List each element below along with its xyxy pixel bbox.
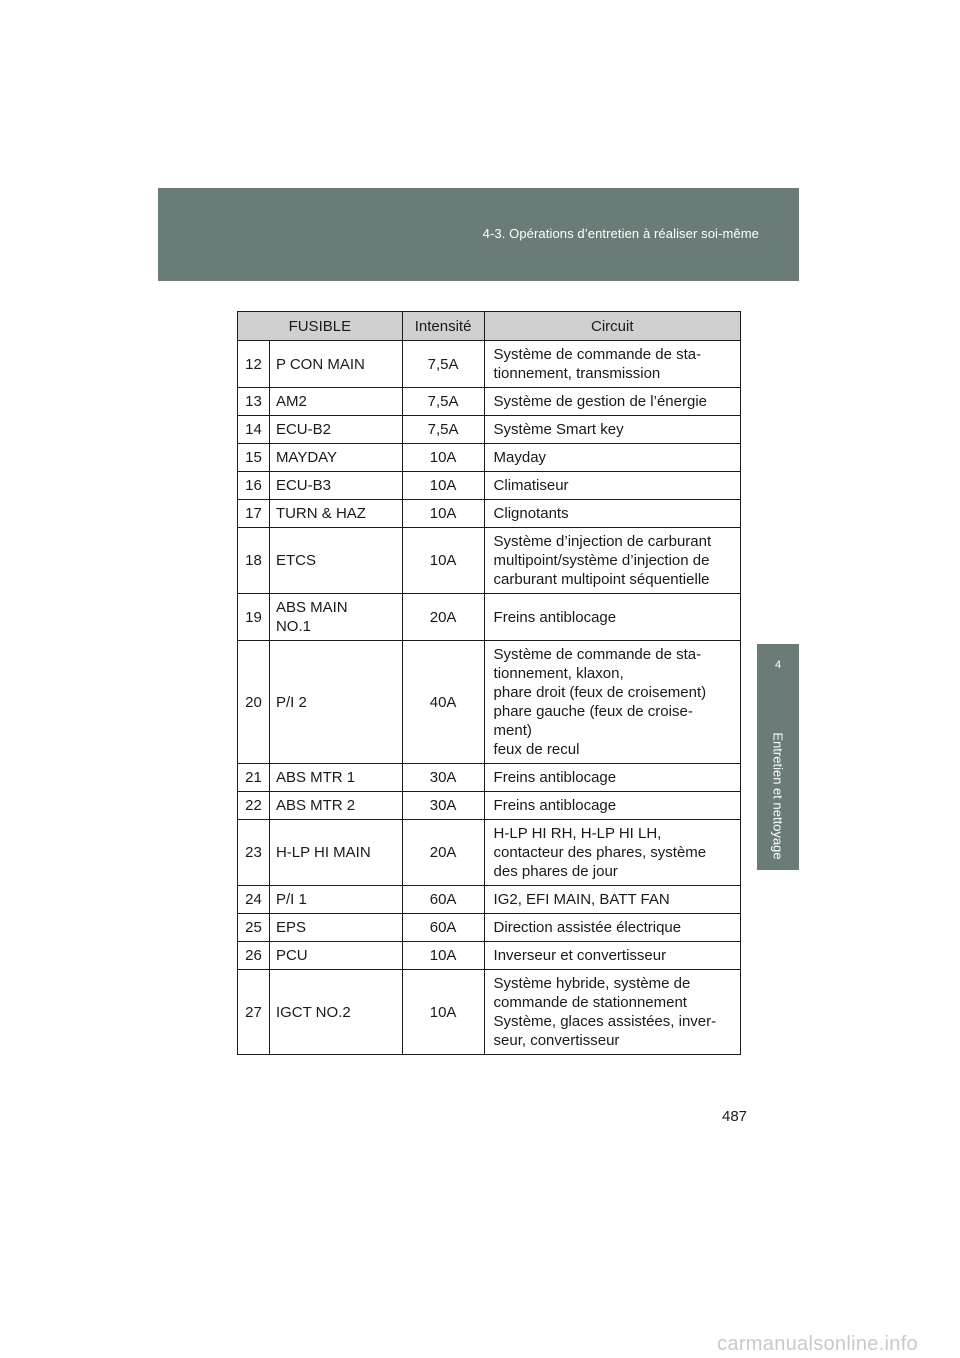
circuit-line: Système de commande de sta-	[493, 346, 702, 363]
fuse-circuit	[484, 594, 740, 641]
fuse-name	[269, 594, 402, 641]
fuse-name-line: ECU-B2	[275, 421, 331, 438]
table-row	[238, 792, 741, 820]
header-fuse: FUSIBLE	[238, 312, 403, 341]
fuse-circuit	[484, 388, 740, 416]
fuse-number: 21	[238, 764, 270, 792]
fuse-circuit	[484, 472, 740, 500]
fuse-circuit	[484, 914, 740, 942]
circuit-line: Système Smart key	[493, 421, 624, 438]
fuse-amperage: 20A	[402, 820, 484, 886]
fuse-name-line: EPS	[275, 919, 306, 936]
table-row	[238, 416, 741, 444]
table-header-row	[238, 312, 741, 341]
circuit-line: Freins antiblocage	[493, 769, 617, 786]
circuit-line: carburant multipoint séquentielle	[493, 571, 710, 588]
circuit-line: Système de gestion de l’énergie	[493, 393, 707, 410]
fuse-amperage: 60A	[402, 886, 484, 914]
fuse-circuit	[484, 764, 740, 792]
fuse-name-line: NO.1	[275, 618, 311, 635]
fuse-table	[237, 311, 741, 1055]
fuse-name-line: P/I 2	[275, 693, 307, 711]
fuse-name-line: ABS MAIN	[275, 599, 348, 616]
chapter-label: Entretien et nettoyage	[770, 732, 786, 860]
fuse-name-line: TURN & HAZ	[275, 505, 366, 522]
fuse-amperage: 10A	[402, 970, 484, 1055]
circuit-line: phare gauche (feux de croise-	[493, 703, 693, 720]
fuse-amperage: 40A	[402, 641, 484, 764]
circuit-line: multipoint/système d’injection de	[493, 552, 710, 569]
circuit-line: Mayday	[493, 449, 547, 466]
circuit-line: Inverseur et convertisseur	[493, 947, 667, 964]
fuse-name-line: ABS MTR 1	[275, 769, 356, 786]
circuit-line: Clignotants	[493, 505, 569, 522]
page-number: 487	[722, 1108, 748, 1125]
circuit-line: seur, convertisseur	[493, 1032, 620, 1049]
fuse-name	[269, 914, 402, 942]
fuse-circuit	[484, 820, 740, 886]
circuit-line: phare droit (feux de croisement)	[493, 684, 707, 701]
fuse-name-line: ETCS	[275, 552, 316, 569]
fuse-amperage: 7,5A	[402, 388, 484, 416]
fuse-name	[269, 472, 402, 500]
fuse-name-line: PCU	[275, 947, 308, 964]
chapter-tab	[757, 644, 799, 870]
table-row	[238, 472, 741, 500]
fuse-name-line: ABS MTR 2	[275, 797, 356, 814]
fuse-circuit	[484, 942, 740, 970]
fuse-number: 25	[238, 914, 270, 942]
fuse-name	[269, 942, 402, 970]
fuse-name	[269, 388, 402, 416]
table-row	[238, 942, 741, 970]
fuse-amperage: 10A	[402, 500, 484, 528]
fuse-name-line: MAYDAY	[275, 449, 338, 466]
table-row	[238, 970, 741, 1055]
fuse-name-line: H-LP HI MAIN	[275, 844, 371, 861]
fuse-name	[269, 341, 402, 388]
fuse-number: 14	[238, 416, 270, 444]
fuse-name	[269, 820, 402, 886]
fuse-number: 15	[238, 444, 270, 472]
table-row	[238, 528, 741, 594]
fuse-number: 18	[238, 528, 270, 594]
table-row	[238, 594, 741, 641]
fuse-amperage: 7,5A	[402, 341, 484, 388]
table-row	[238, 444, 741, 472]
circuit-line: IG2, EFI MAIN, BATT FAN	[493, 891, 670, 908]
circuit-line: feux de recul	[493, 741, 580, 758]
circuit-line: Climatiseur	[493, 477, 569, 494]
fuse-name-line: ECU-B3	[275, 477, 331, 494]
fuse-number: 26	[238, 942, 270, 970]
fuse-number: 27	[238, 970, 270, 1055]
watermark: carmanualsonline.info	[717, 1333, 918, 1355]
circuit-line: ment)	[493, 722, 532, 739]
fuse-name	[269, 444, 402, 472]
fuse-number: 24	[238, 886, 270, 914]
table-row	[238, 500, 741, 528]
fuse-name	[269, 970, 402, 1055]
header-amperage: Intensité	[402, 312, 484, 341]
fuse-amperage: 30A	[402, 764, 484, 792]
fuse-name-line: P/I 1	[275, 891, 307, 908]
fuse-amperage: 10A	[402, 528, 484, 594]
fuse-amperage: 30A	[402, 792, 484, 820]
fuse-amperage: 10A	[402, 472, 484, 500]
fuse-amperage: 60A	[402, 914, 484, 942]
fuse-name	[269, 792, 402, 820]
table-row	[238, 388, 741, 416]
circuit-line: Direction assistée électrique	[493, 919, 682, 936]
fuse-number: 12	[238, 341, 270, 388]
circuit-line: Freins antiblocage	[493, 797, 617, 814]
fuse-number: 22	[238, 792, 270, 820]
table-body	[238, 341, 741, 1055]
circuit-line: des phares de jour	[493, 863, 618, 880]
table-row	[238, 341, 741, 388]
fuse-number: 19	[238, 594, 270, 641]
fuse-name	[269, 764, 402, 792]
fuse-number: 16	[238, 472, 270, 500]
circuit-line: tionnement, transmission	[493, 365, 661, 382]
table-row	[238, 764, 741, 792]
fuse-name	[269, 641, 402, 764]
fuse-number: 20	[238, 641, 270, 764]
section-title: 4-3. Opérations d’entretien à réaliser soi-même	[482, 226, 759, 241]
fuse-name	[269, 500, 402, 528]
fuse-amperage: 10A	[402, 444, 484, 472]
header-circuit: Circuit	[484, 312, 740, 341]
fuse-circuit	[484, 416, 740, 444]
fuse-number: 13	[238, 388, 270, 416]
circuit-line: H-LP HI RH, H-LP HI LH,	[493, 825, 662, 842]
table-row	[238, 641, 741, 764]
fuse-circuit	[484, 886, 740, 914]
circuit-line: Système hybride, système de	[493, 975, 691, 992]
circuit-line: Freins antiblocage	[493, 608, 617, 626]
fuse-circuit	[484, 970, 740, 1055]
fuse-circuit	[484, 528, 740, 594]
fuse-circuit	[484, 444, 740, 472]
table-row	[238, 914, 741, 942]
circuit-line: Système, glaces assistées, inver-	[493, 1013, 717, 1030]
fuse-name	[269, 416, 402, 444]
fuse-name-line: P CON MAIN	[275, 355, 365, 373]
fuse-name	[269, 528, 402, 594]
fuse-amperage: 7,5A	[402, 416, 484, 444]
fuse-circuit	[484, 792, 740, 820]
fuse-circuit	[484, 500, 740, 528]
table-row	[238, 886, 741, 914]
circuit-line: contacteur des phares, système	[493, 844, 707, 861]
table-row	[238, 820, 741, 886]
fuse-number: 23	[238, 820, 270, 886]
circuit-line: Système d’injection de carburant	[493, 533, 712, 550]
fuse-amperage: 10A	[402, 942, 484, 970]
circuit-line: commande de stationnement	[493, 994, 687, 1011]
fuse-number: 17	[238, 500, 270, 528]
section-header-band	[158, 188, 799, 281]
chapter-number: 4	[774, 659, 782, 671]
fuse-name	[269, 886, 402, 914]
fuse-circuit	[484, 341, 740, 388]
fuse-circuit	[484, 641, 740, 764]
circuit-line: tionnement, klaxon,	[493, 665, 624, 682]
circuit-line: Système de commande de sta-	[493, 646, 702, 663]
fuse-name-line: AM2	[275, 393, 307, 410]
fuse-name-line: IGCT NO.2	[275, 1003, 351, 1021]
fuse-amperage: 20A	[402, 594, 484, 641]
